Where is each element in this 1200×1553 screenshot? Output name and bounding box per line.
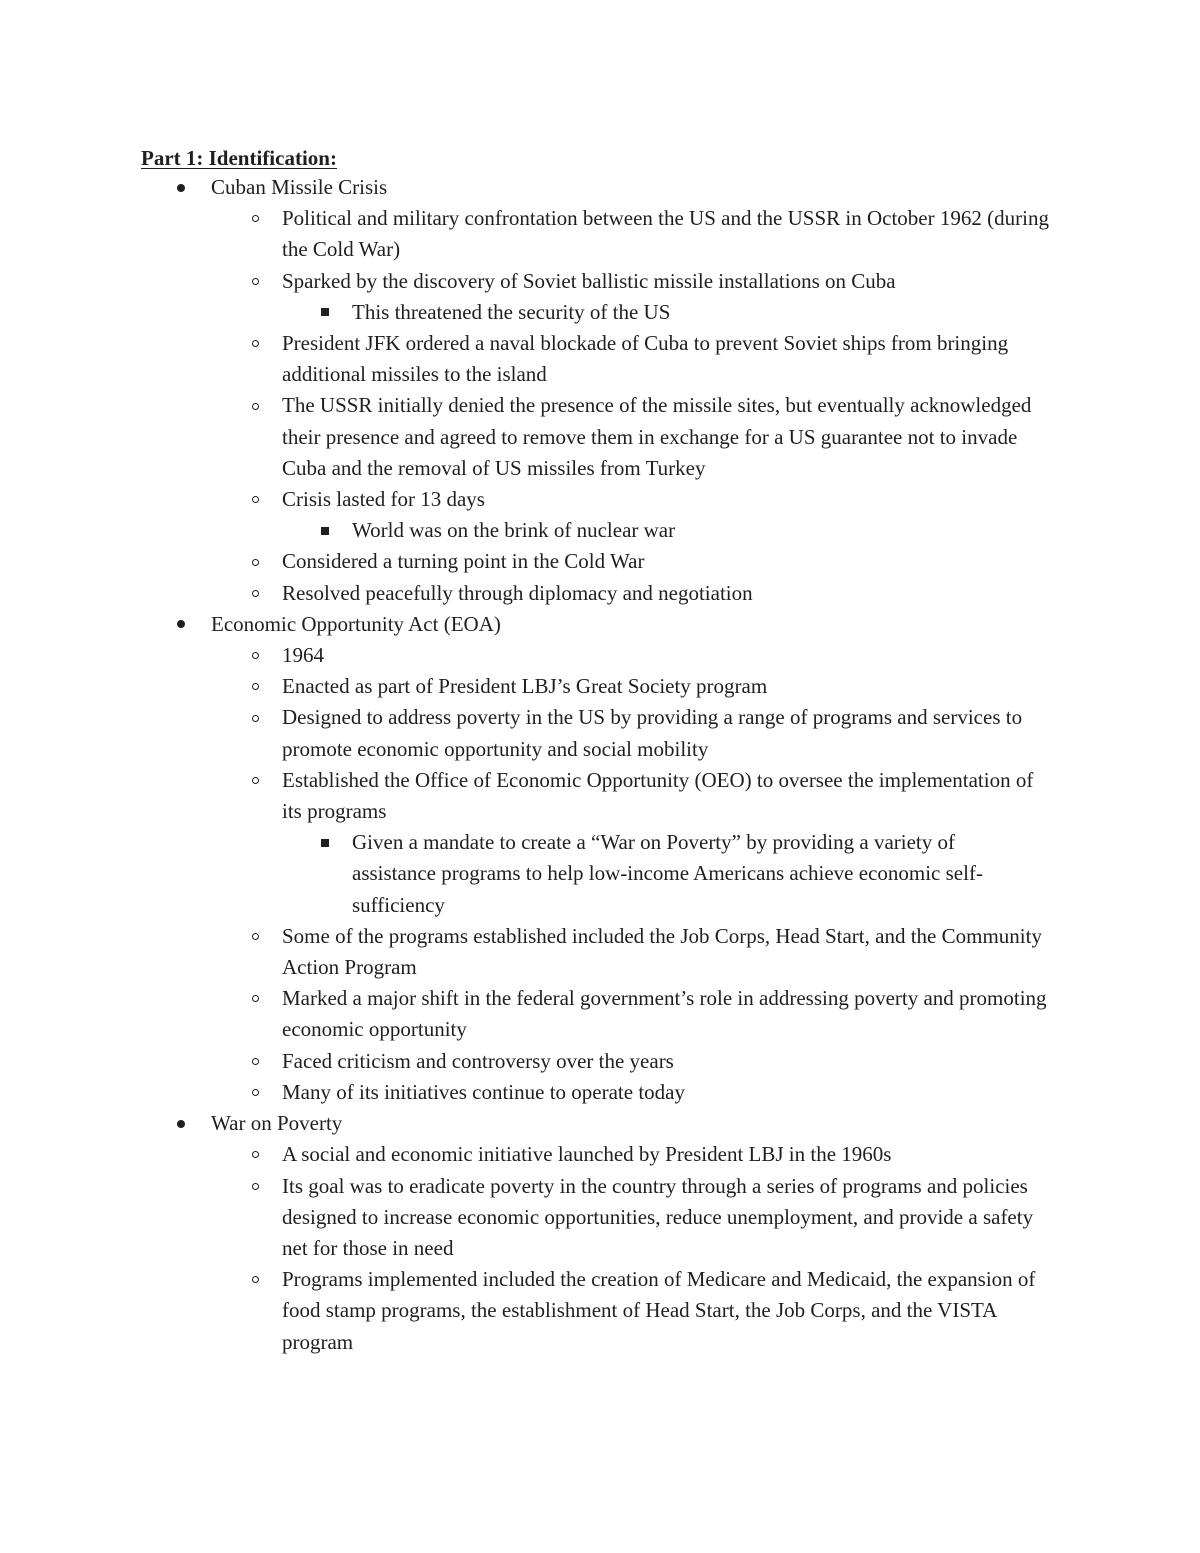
bullet-circle-icon (248, 702, 262, 733)
bullet-circle-icon (248, 1139, 262, 1170)
bullet-circle-icon (248, 203, 262, 234)
point-item (0, 484, 1052, 546)
point-item (0, 702, 1052, 764)
section-heading: Cuban Missile Crisis (211, 175, 388, 199)
bullet-circle-icon (248, 983, 262, 1014)
bullet-square-icon (318, 827, 332, 858)
subpoint-text: This threatened the security of the US (352, 299, 671, 324)
point-text: Enacted as part of President LBJ’s Great Society program (282, 674, 768, 699)
subpoint-item (0, 297, 1042, 328)
bullet-square-icon (318, 297, 332, 328)
point-text: A social and economic initiative launched by President LBJ in the 1960s (282, 1142, 892, 1167)
bullet-circle-icon (248, 578, 262, 609)
bullet-circle-icon (248, 1264, 262, 1295)
bullet-circle-icon (248, 765, 262, 796)
subpoint-text: World was on the brink of nuclear war (352, 518, 676, 543)
bullet-circle-icon (248, 546, 262, 577)
point-text: The USSR initially denied the presence of the missile sites, but eventually acknowledged their presence and agreed to remove them in exchange for a US guarantee not to invade Cuba and the removal of US missiles from Turkey (282, 393, 1032, 480)
outline-list (0, 172, 1200, 1358)
subpoint-list (0, 515, 1052, 546)
bullet-circle-icon (248, 1171, 262, 1202)
bullet-circle-icon (248, 328, 262, 359)
point-item (0, 921, 1052, 983)
section-item (0, 172, 1200, 609)
point-item (0, 1077, 1052, 1108)
point-text: Programs implemented included the creation of Medicare and Medicaid, the expansion of food stamp programs, the establishment of Head Start, the Job Corps, and the VISTA program (282, 1267, 1036, 1354)
bullet-disc-icon (174, 172, 188, 203)
subpoint-item (0, 827, 1042, 921)
point-text: Resolved peacefully through diplomacy and negotiation (282, 580, 753, 605)
point-item (0, 390, 1052, 484)
point-item (0, 1264, 1052, 1358)
section-heading: War on Poverty (211, 1111, 343, 1136)
bullet-circle-icon (248, 921, 262, 952)
bullet-circle-icon (248, 1046, 262, 1077)
point-list (0, 640, 1200, 1108)
section-item (0, 1108, 1200, 1358)
point-item (0, 765, 1052, 921)
point-text: Established the Office of Economic Opportunity (OEO) to oversee the implementation of its programs (282, 767, 1034, 824)
point-text: Its goal was to eradicate poverty in the country through a series of programs and policies designed to increase economic opportunities, reduce unemployment, and provide a safety net for those in need (282, 1173, 1034, 1260)
bullet-circle-icon (248, 640, 262, 671)
bullet-circle-icon (248, 266, 262, 297)
point-text: President JFK ordered a naval blockade of Cuba to prevent Soviet ships from bringing additional missiles to the island (282, 331, 1009, 387)
page-title: Part 1: Identification: (141, 146, 337, 170)
point-text: Sparked by the discovery of Soviet ballistic missile installations on Cuba (282, 268, 896, 293)
point-text: Designed to address poverty in the US by providing a range of programs and services to promote economic opportunity and social mobility (282, 705, 1023, 761)
bullet-square-icon (318, 515, 332, 546)
point-item (0, 983, 1052, 1045)
point-list (0, 203, 1200, 609)
subpoint-text: Given a mandate to create a “War on Poverty” by providing a variety of assistance programs to help low-income Americans achieve economic self-sufficiency (352, 830, 983, 917)
subpoint-item (0, 515, 1042, 546)
point-item (0, 1139, 1052, 1170)
point-text: Marked a major shift in the federal government’s role in addressing poverty and promoting economic opportunity (282, 986, 1047, 1042)
subpoint-list (0, 297, 1052, 328)
bullet-circle-icon (248, 484, 262, 515)
point-text: Many of its initiatives continue to operate today (282, 1079, 685, 1104)
bullet-circle-icon (248, 671, 262, 702)
bullet-circle-icon (248, 1077, 262, 1108)
point-item (0, 671, 1052, 702)
bullet-disc-icon (174, 1108, 188, 1139)
point-item (0, 546, 1052, 577)
subpoint-list (0, 827, 1052, 921)
point-item (0, 203, 1052, 265)
point-text: Some of the programs established included the Job Corps, Head Start, and the Community Action Program (282, 923, 1042, 980)
point-item (0, 1171, 1052, 1265)
bullet-disc-icon (174, 609, 188, 640)
section-heading: Economic Opportunity Act (EOA) (211, 611, 501, 636)
point-item (0, 640, 1052, 671)
point-list (0, 1139, 1200, 1357)
point-item (0, 266, 1052, 328)
point-item (0, 1046, 1052, 1077)
point-text: Political and military confrontation between the US and the USSR in October 1962 (during the Cold War) (282, 206, 1049, 262)
bullet-circle-icon (248, 390, 262, 421)
point-item (0, 328, 1052, 390)
point-text: Faced criticism and controversy over the years (282, 1048, 674, 1073)
point-text: Crisis lasted for 13 days (282, 487, 485, 512)
section-item (0, 609, 1200, 1108)
point-text: 1964 (282, 643, 324, 668)
point-text: Considered a turning point in the Cold War (282, 549, 645, 574)
point-item (0, 578, 1052, 609)
